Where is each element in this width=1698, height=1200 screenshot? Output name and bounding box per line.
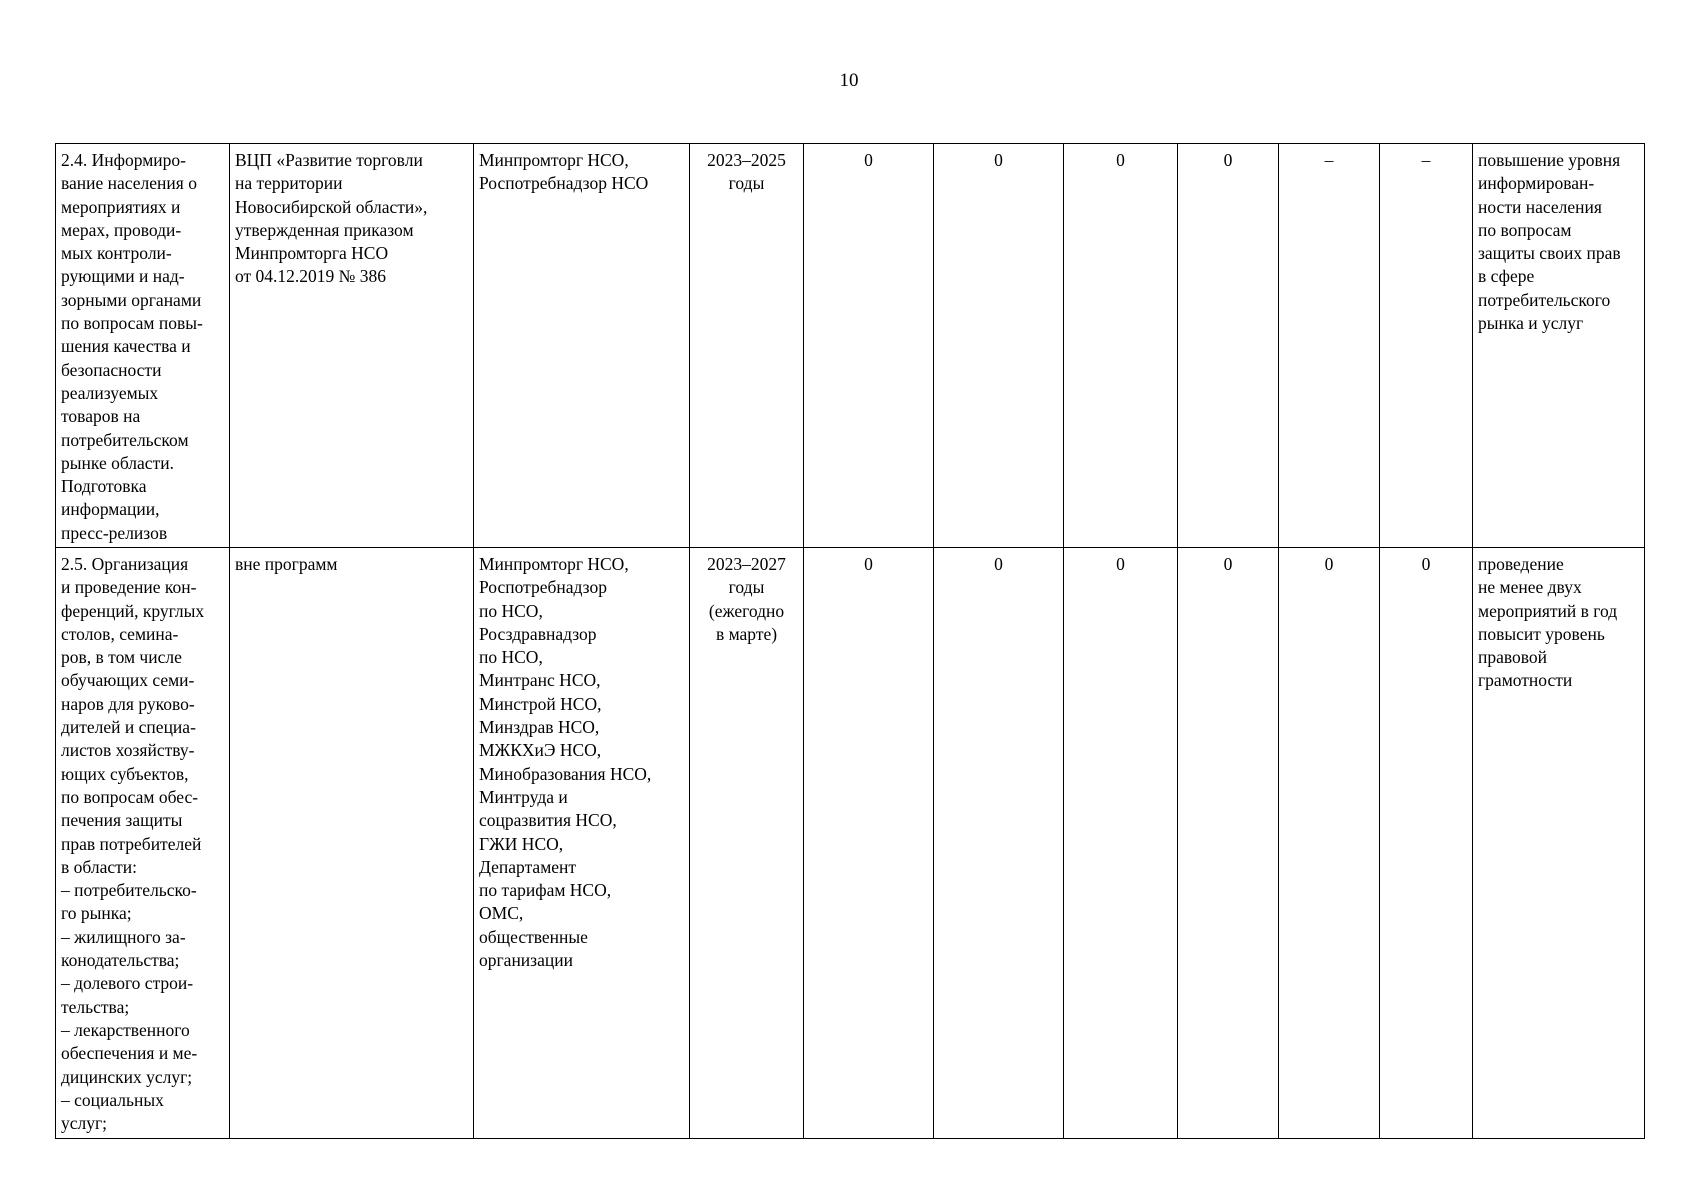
cell-line: грамотности	[1478, 670, 1573, 691]
cell-line: – потребительско-	[61, 880, 197, 901]
cell-line: не менее двух	[1478, 577, 1582, 598]
cell-line: МЖКХиЭ НСО,	[479, 740, 602, 761]
cell-line: 2023–2027	[707, 554, 786, 574]
cell-line: прав потребителей	[61, 833, 202, 854]
cell-line: проведение	[1478, 554, 1564, 574]
cell-line: мерах, проводи-	[61, 219, 182, 240]
value-cell: 0	[804, 548, 934, 1139]
executor-cell	[474, 548, 690, 1139]
value-cell: 0	[1178, 144, 1279, 548]
cell-line: защиты своих прав	[1478, 243, 1621, 264]
event-cell	[56, 548, 230, 1139]
cell-line: (ежегодно	[708, 600, 785, 621]
cell-line: ВЦП «Развитие торговли	[235, 150, 423, 170]
cell-line: мероприятий в год	[1478, 600, 1618, 621]
cell-line: правовой	[1478, 647, 1548, 668]
cell-line: зорными органами	[61, 289, 202, 310]
cell-line: от 04.12.2019 № 386	[235, 266, 386, 287]
cell-line: конодательства;	[61, 950, 180, 971]
event-cell	[56, 144, 230, 548]
cell-line: Минстрой НСО,	[479, 693, 602, 714]
term-cell	[690, 144, 804, 548]
cell-line: Минтруда и	[479, 786, 568, 807]
value-cell: 0	[1064, 548, 1178, 1139]
measures-table	[55, 143, 1645, 1139]
cell-line: Новосибирской области»,	[235, 196, 428, 217]
value-cell: 0	[1064, 144, 1178, 548]
cell-line: мых контроли-	[61, 243, 172, 264]
cell-line: безопасности	[61, 359, 162, 380]
cell-line: потребительском	[61, 429, 189, 450]
cell-line: пресс-релизов	[61, 522, 168, 543]
cell-line: – социальных	[61, 1089, 164, 1110]
cell-line: и проведение кон-	[61, 577, 197, 598]
cell-line: Минтранс НСО,	[479, 670, 601, 691]
cell-line: общественные	[479, 926, 588, 947]
cell-line: ров, в том числе	[61, 647, 182, 668]
cell-line: по вопросам обес-	[61, 786, 199, 807]
cell-line: Роспотребнадзор	[479, 577, 607, 598]
cell-line: рынка и услуг	[1478, 313, 1584, 334]
cell-line: в сфере	[1478, 266, 1535, 287]
program-cell	[230, 144, 474, 548]
cell-line: потребительского	[1478, 289, 1611, 310]
cell-line: ности населения	[1478, 196, 1602, 217]
cell-line: товаров на	[61, 406, 141, 427]
value-cell: 0	[1380, 548, 1473, 1139]
value-cell: 0	[934, 144, 1064, 548]
value-cell: 0	[804, 144, 934, 548]
cell-line: Департамент	[479, 856, 577, 877]
cell-line: организации	[479, 950, 573, 971]
cell-line: тельства;	[61, 996, 130, 1017]
cell-line: по вопросам повы-	[61, 313, 203, 334]
cell-line: реализуемых	[61, 382, 159, 403]
cell-line: Минздрав НСО,	[479, 717, 600, 738]
cell-line: по НСО,	[479, 600, 543, 621]
cell-line: по тарифам НСО,	[479, 880, 612, 901]
cell-line: информирован-	[1478, 173, 1595, 194]
cell-line: услуг;	[61, 1113, 108, 1134]
cell-line: дицинских услуг;	[61, 1066, 193, 1087]
page-number: 10	[839, 70, 859, 91]
cell-line: Минпромторга НСО	[235, 243, 389, 264]
value-cell: 0	[1178, 548, 1279, 1139]
executor-cell	[474, 144, 690, 548]
cell-line: шения качества и	[61, 336, 191, 357]
cell-line: дителей и специа-	[61, 717, 196, 738]
value-cell: 0	[934, 548, 1064, 1139]
program-cell	[230, 548, 474, 1139]
cell-line: Росздравнадзор	[479, 623, 597, 644]
table-row	[56, 144, 1645, 548]
cell-line: годы	[728, 577, 765, 598]
cell-line: столов, семина-	[61, 623, 179, 644]
cell-line: повысит уровень	[1478, 623, 1605, 644]
cell-line: – жилищного за-	[61, 926, 186, 947]
cell-line: – лекарственного	[61, 1019, 190, 1040]
cell-line: в марте)	[715, 623, 778, 644]
cell-line: листов хозяйству-	[61, 740, 195, 761]
cell-line: годы	[728, 173, 765, 194]
result-cell	[1473, 144, 1645, 548]
result-cell	[1473, 548, 1645, 1139]
cell-line: утвержденная приказом	[235, 219, 414, 240]
cell-line: ющих субъектов,	[61, 763, 189, 784]
cell-line: по НСО,	[479, 647, 543, 668]
cell-line: повышение уровня	[1478, 150, 1621, 170]
cell-line: наров для руково-	[61, 693, 195, 714]
cell-line: рынке области.	[61, 452, 174, 473]
cell-line: рующими и над-	[61, 266, 185, 287]
cell-line: информации,	[61, 499, 160, 520]
cell-line: соцразвития НСО,	[479, 810, 617, 831]
cell-line: Минобразования НСО,	[479, 763, 652, 784]
term-cell	[690, 548, 804, 1139]
cell-line: печения защиты	[61, 810, 183, 831]
cell-line: обучающих семи-	[61, 670, 195, 691]
cell-line: Минпромторг НСО,	[479, 554, 629, 574]
value-cell: –	[1380, 144, 1473, 548]
cell-line: 2.4. Информиро-	[61, 150, 186, 170]
cell-line: по вопросам	[1478, 219, 1572, 240]
cell-line: вне программ	[235, 554, 338, 574]
cell-line: ГЖИ НСО,	[479, 833, 564, 854]
cell-line: Минпромторг НСО,	[479, 150, 629, 170]
cell-line: 2.5. Организация	[61, 554, 189, 574]
cell-line: ОМС,	[479, 903, 524, 924]
value-cell: 0	[1279, 548, 1380, 1139]
cell-line: вание населения о	[61, 173, 197, 194]
table-row	[56, 548, 1645, 1139]
cell-line: мероприятиях и	[61, 196, 181, 217]
cell-line: го рынка;	[61, 903, 132, 924]
cell-line: – долевого строи-	[61, 973, 194, 994]
cell-line: 2023–2025	[707, 150, 786, 170]
cell-line: Подготовка	[61, 476, 147, 497]
cell-line: обеспечения и ме-	[61, 1043, 198, 1064]
cell-line: Роспотребнадзор НСО	[479, 173, 649, 194]
cell-line: в области:	[61, 856, 137, 877]
cell-line: ференций, круглых	[61, 600, 205, 621]
value-cell: –	[1279, 144, 1380, 548]
cell-line: на территории	[235, 173, 343, 194]
